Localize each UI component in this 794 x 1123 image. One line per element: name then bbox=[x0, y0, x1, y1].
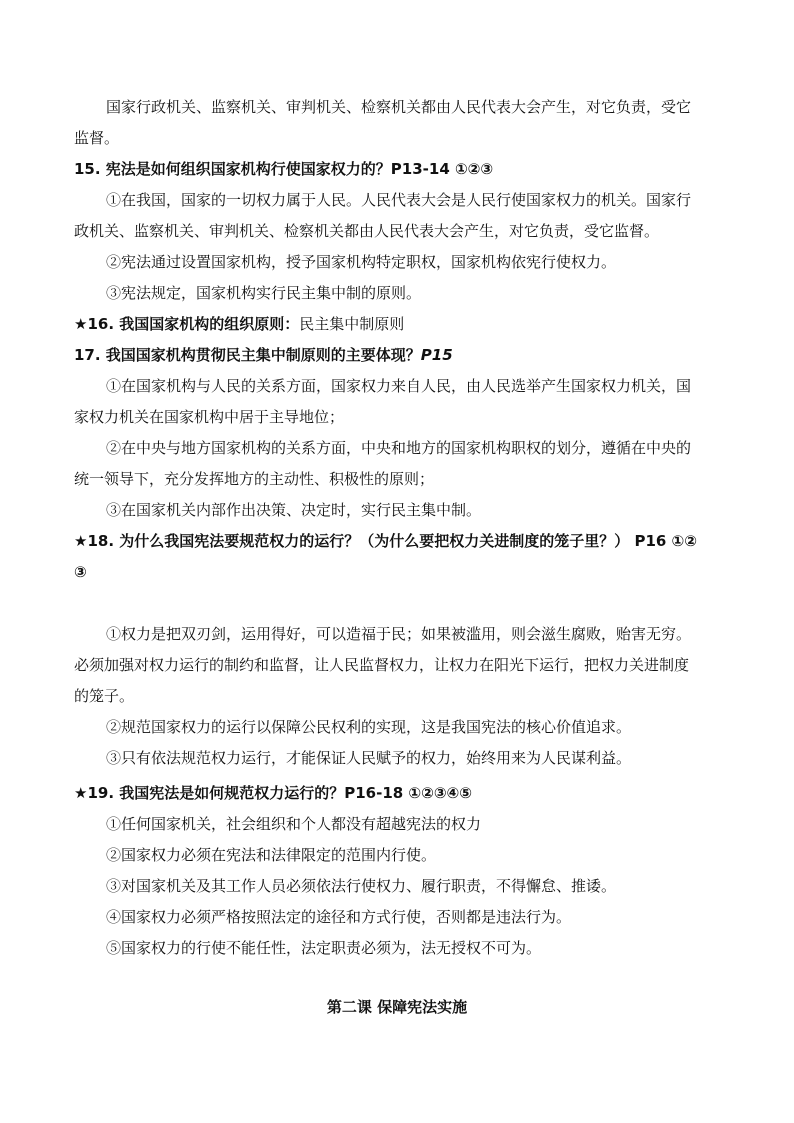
answer-line: ③对国家机关及其工作人员必须依法行使权力、履行职责，不得懈怠、推诿。 bbox=[106, 877, 617, 895]
answer-line: ⑤国家权力的行使不能任性，法定职责必须为，法无授权不可为。 bbox=[106, 939, 542, 957]
answer-line: ③只有依法规范权力运行，才能保证人民赋予的权力，始终用来为人民谋利益。 bbox=[106, 749, 632, 767]
answer-line: ③在国家机关内部作出决策、决定时，实行民主集中制。 bbox=[106, 501, 482, 519]
question-16-heading bbox=[74, 313, 404, 335]
answer-line: ①在我国，国家的一切权力属于人民。人民代表大会是人民行使国家权力的机关。国家行 bbox=[106, 191, 692, 209]
answer-line: ①权力是把双刃剑，运用得好，可以造福于民；如果被滥用，则会滋生腐败，贻害无穷。 bbox=[106, 625, 692, 643]
lesson-title: 第二课 保障宪法实施 bbox=[326, 998, 468, 1016]
paragraph-line: 国家行政机关、监察机关、审判机关、检察机关都由人民代表大会产生，对它负责，受它 bbox=[106, 98, 692, 116]
answer-line: 的笼子。 bbox=[74, 687, 135, 705]
answer-line: ②在中央与地方国家机构的关系方面，中央和地方的国家机构职权的划分，遵循在中央的 bbox=[106, 439, 692, 457]
question-16-answer: 民主集中制原则 bbox=[299, 315, 405, 333]
question-17-label: 17. 我国国家机构贯彻民主集中制原则的主要体现？ bbox=[74, 346, 421, 364]
answer-line: ②宪法通过设置国家机构，授予国家机构特定职权，国家机构依宪行使权力。 bbox=[106, 253, 617, 271]
answer-line: ②国家权力必须在宪法和法律限定的范围内行使。 bbox=[106, 846, 437, 864]
question-17-heading bbox=[74, 344, 453, 366]
answer-line: ③宪法规定，国家机构实行民主集中制的原则。 bbox=[106, 284, 422, 302]
answer-line: 统一领导下，充分发挥地方的主动性、积极性的原则； bbox=[74, 470, 435, 488]
question-18-heading: ★18. 为什么我国宪法要规范权力的运行？（为什么要把权力关进制度的笼子里？） P16 ①② bbox=[74, 532, 697, 550]
answer-line: 政机关、监察机关、审判机关、检察机关都由人民代表大会产生，对它负责，受它监督。 bbox=[74, 222, 660, 240]
answer-line: ④国家权力必须严格按照法定的途径和方式行使，否则都是违法行为。 bbox=[106, 908, 572, 926]
answer-line: ①在国家机构与人民的关系方面，国家权力来自人民，由人民选举产生国家权力机关，国 bbox=[106, 377, 692, 395]
question-15-heading: 15. 宪法是如何组织国家机构行使国家权力的？P13-14 ①②③ bbox=[74, 160, 494, 178]
answer-line: ②规范国家权力的运行以保障公民权利的实现，这是我国宪法的核心价值追求。 bbox=[106, 718, 632, 736]
question-16-label: ★16. 我国国家机构的组织原则： bbox=[74, 315, 300, 333]
question-19-heading: ★19. 我国宪法是如何规范权力运行的？P16-18 ①②③④⑤ bbox=[74, 784, 472, 802]
question-18-heading-cont: ③ bbox=[74, 563, 87, 581]
paragraph-line: 监督。 bbox=[74, 129, 120, 147]
answer-line: 必须加强对权力运行的制约和监督，让人民监督权力，让权力在阳光下运行，把权力关进制度 bbox=[74, 656, 690, 674]
question-17-page-ref: P15 bbox=[420, 346, 453, 364]
answer-line: ①任何国家机关，社会组织和个人都没有超越宪法的权力 bbox=[106, 815, 482, 833]
answer-line: 家权力机关在国家机构中居于主导地位； bbox=[74, 408, 345, 426]
